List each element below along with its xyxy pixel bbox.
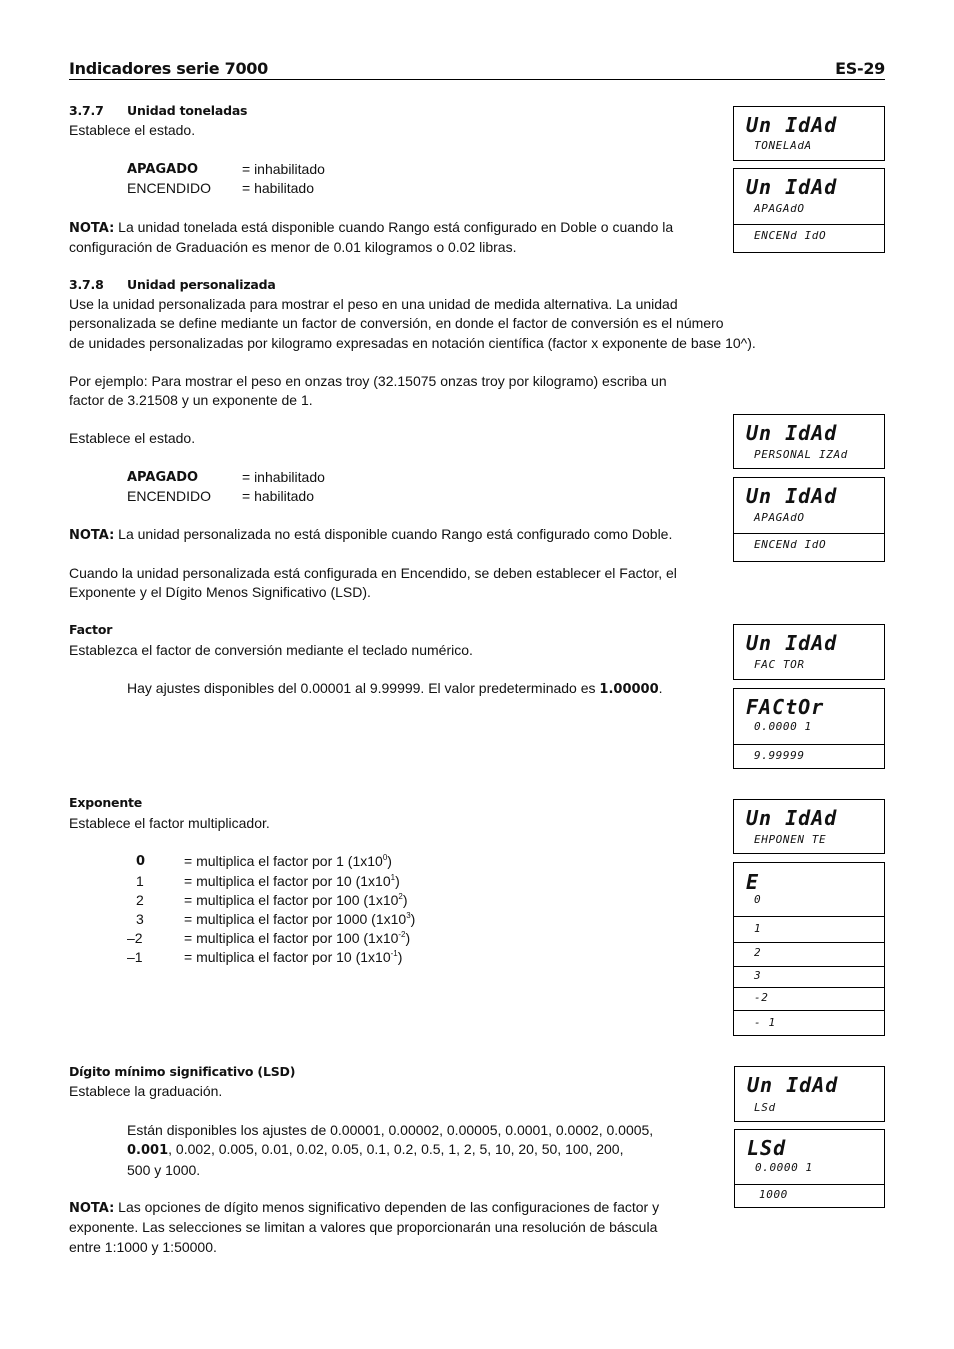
text-line: = multiplica el factor por 1000 (1x10: [184, 911, 407, 927]
text-line: = multiplica el factor por 1 (1x10: [184, 853, 383, 869]
option-value-off: = inhabilitado: [242, 469, 325, 485]
display-option-text: -2: [754, 991, 769, 1004]
option-label-on: ENCENDIDO: [127, 488, 212, 504]
section-3-7-7-heading: [69, 103, 247, 118]
note-text: La unidad personalizada no está disponible cuando Rango está configurado como Doble.: [114, 526, 673, 542]
display-option-text: 1: [754, 922, 762, 935]
text-line: personalizada se define mediante un factor de conversión, en donde el factor de conversión es el número: [69, 315, 724, 332]
option-label-on: ENCENDIDO: [127, 180, 212, 196]
text-line: ): [402, 892, 408, 908]
display-sub-text: APAGAdO: [754, 202, 805, 215]
note-label: NOTA:: [69, 221, 115, 236]
display-main-text: Un IdAd: [746, 175, 838, 199]
text-line: = multiplica el factor por 10 (1x10: [184, 949, 391, 965]
display-option-cell: [733, 987, 885, 1011]
display-lsd-range: [734, 1129, 885, 1185]
section-number: 3.7.8: [69, 277, 104, 292]
text-line: Exponente y el Dígito Menos Significativo (LSD).: [69, 584, 371, 601]
display-unit-ton: [733, 106, 885, 161]
display-option-text: 9.99999: [754, 749, 805, 762]
display-factor-range: [733, 688, 885, 745]
display-option-cell: [733, 744, 885, 769]
note-text: configuración de Graduación es menor de 0.01 kilogramos o 0.02 libras.: [69, 239, 517, 256]
note-text: Las opciones de dígito menos significativo dependen de las configuraciones de factor y: [114, 1199, 660, 1215]
display-option-cell: [733, 533, 885, 562]
exponent-description: [184, 852, 392, 871]
display-main-text: Un IdAd: [746, 421, 838, 445]
display-main-text: FACtOr: [746, 695, 825, 719]
exponent-value: 3: [136, 911, 144, 927]
text-line: Use la unidad personalizada para mostrar el peso en una unidad de medida alternativa. La unidad: [69, 296, 678, 312]
exponent-value: –2: [127, 930, 143, 946]
paragraph-custom-unit: [69, 295, 756, 353]
display-option-text: 1000: [759, 1188, 788, 1201]
section-3-7-8-heading: [69, 277, 276, 292]
display-sub-text: TONELAdA: [754, 139, 812, 152]
display-option-text: 3: [754, 969, 762, 982]
header-rule: [69, 79, 885, 80]
display-unit-factor: [733, 624, 885, 680]
exponent-value: –1: [127, 949, 143, 965]
running-header-title: Indicadores serie 7000: [69, 59, 268, 78]
display-unit-lsd: [734, 1066, 885, 1122]
text-line: , 0.002, 0.005, 0.01, 0.02, 0.05, 0.1, 0.2, 0.5, 1, 2, 5, 10, 20, 50, 100, 200,: [168, 1141, 624, 1158]
note-paragraph: [69, 1198, 659, 1257]
display-sub-text: APAGAdO: [754, 511, 805, 524]
paragraph-example: [69, 372, 667, 411]
display-main-text: Un IdAd: [746, 806, 838, 830]
note-label: NOTA:: [69, 1201, 115, 1216]
option-value-on: = habilitado: [242, 180, 315, 196]
text-line: factor de 3.21508 y un exponente de 1.: [69, 392, 313, 409]
default-value: 0.001: [127, 1143, 169, 1159]
text-line: ): [410, 911, 416, 927]
display-main-text: Un IdAd: [746, 631, 838, 655]
lsd-heading: Dígito mínimo significativo (LSD): [69, 1064, 296, 1079]
display-sub-text: 0.0000 1: [754, 720, 812, 733]
text-line: ): [405, 930, 411, 946]
display-main-text: Un IdAd: [747, 1073, 839, 1097]
exponent-value: 2: [136, 892, 144, 908]
text-line: ): [397, 949, 403, 965]
option-value-off: = inhabilitado: [242, 161, 325, 177]
paragraph-settings: [69, 564, 677, 603]
note-text: exponente. Las selecciones se limitan a valores que proporcionarán una resolución de báscula: [69, 1219, 658, 1236]
lsd-intro: Establece la graduación.: [69, 1083, 223, 1099]
option-label-off: APAGADO: [127, 162, 199, 177]
superscript: 1: [390, 873, 396, 882]
display-unit-exponent: [733, 799, 885, 854]
display-sub-text: 0: [754, 893, 762, 906]
text-line: .: [658, 680, 663, 696]
display-main-text: Un IdAd: [746, 484, 838, 508]
text-line: Cuando la unidad personalizada está configurada en Encendido, se deben establecer el Factor, el: [69, 565, 677, 581]
display-unit-custom: [733, 414, 885, 469]
display-exponent-values: [733, 862, 885, 917]
superscript: -1: [390, 949, 398, 958]
text-line: = multiplica el factor por 100 (1x10: [184, 892, 399, 908]
display-unit-custom-state: [733, 477, 885, 534]
note-paragraph: [69, 525, 672, 545]
exponent-value: 0: [136, 854, 146, 869]
text-line: ): [387, 853, 392, 869]
display-sub-text: PERSONAL IZAd: [754, 448, 848, 461]
superscript: 0: [382, 853, 388, 862]
display-unit-ton-state: [733, 168, 885, 225]
default-value: 1.00000: [599, 682, 659, 697]
note-paragraph: [69, 218, 673, 258]
display-option-cell: [733, 1010, 885, 1036]
display-option-text: ENCENd IdO: [754, 229, 827, 242]
exponent-description: [184, 948, 402, 967]
text-line: Hay ajustes disponibles del 0.00001 al 9.99999. El valor predeterminado es: [127, 680, 600, 696]
page-number: ES-29: [835, 59, 885, 78]
section-intro: Establece el estado.: [69, 430, 196, 446]
factor-intro: Establezca el factor de conversión mediante el teclado numérico.: [69, 642, 473, 658]
factor-range-text: [127, 679, 663, 699]
section-title: Unidad toneladas: [127, 103, 248, 118]
exponent-description: [184, 872, 400, 891]
display-option-cell: [733, 966, 885, 988]
display-option-text: - 1: [754, 1016, 776, 1029]
display-option-text: 2: [754, 946, 762, 959]
section-title: Unidad personalizada: [127, 277, 276, 292]
text-line: Están disponibles los ajustes de 0.00001, 0.00002, 0.00005, 0.0001, 0.0002, 0.0005,: [127, 1122, 654, 1138]
display-option-text: ENCENd IdO: [754, 538, 827, 551]
display-option-cell: [733, 916, 885, 943]
display-sub-text: 0.0000 1: [755, 1161, 813, 1174]
display-main-text: E: [746, 870, 760, 894]
option-value-on: = habilitado: [242, 488, 315, 504]
display-sub-text: FAC TOR: [754, 658, 805, 671]
exponent-value: 1: [136, 873, 144, 889]
option-label-off: APAGADO: [127, 470, 199, 485]
factor-heading: Factor: [69, 622, 113, 637]
exponent-description: [184, 929, 410, 948]
display-option-cell: [733, 224, 885, 253]
text-line: ): [395, 873, 400, 889]
exponent-intro: Establece el factor multiplicador.: [69, 815, 270, 831]
superscript: 2: [398, 892, 403, 901]
text-line: = multiplica el factor por 10 (1x10: [184, 873, 391, 889]
section-number: 3.7.7: [69, 103, 104, 118]
display-option-cell: [733, 942, 885, 967]
display-main-text: LSd: [747, 1136, 787, 1160]
note-label: NOTA:: [69, 528, 115, 543]
superscript: -2: [398, 930, 406, 939]
text-line: 500 y 1000.: [127, 1161, 201, 1178]
note-text: La unidad tonelada está disponible cuando Rango está configurado en Doble o cuando la: [114, 219, 674, 235]
display-main-text: Un IdAd: [746, 113, 838, 137]
exponent-heading: Exponente: [69, 795, 143, 810]
section-intro: Establece el estado.: [69, 122, 196, 138]
display-sub-text: LSd: [754, 1101, 776, 1114]
exponent-description: [184, 891, 408, 910]
display-sub-text: EHPONEN TE: [754, 833, 827, 846]
lsd-settings-paragraph: [127, 1121, 653, 1180]
note-text: entre 1:1000 y 1:50000.: [69, 1238, 217, 1255]
text-line: de unidades personalizadas por kilogramo expresadas en notación científica (factor x exponente de base 10^).: [69, 334, 756, 351]
text-line: = multiplica el factor por 100 (1x10: [184, 930, 399, 946]
text-line: Por ejemplo: Para mostrar el peso en onzas troy (32.15075 onzas troy por kilogramo) escriba un: [69, 373, 667, 389]
superscript: 3: [406, 911, 411, 920]
display-option-cell: [734, 1184, 885, 1208]
exponent-description: [184, 910, 415, 929]
